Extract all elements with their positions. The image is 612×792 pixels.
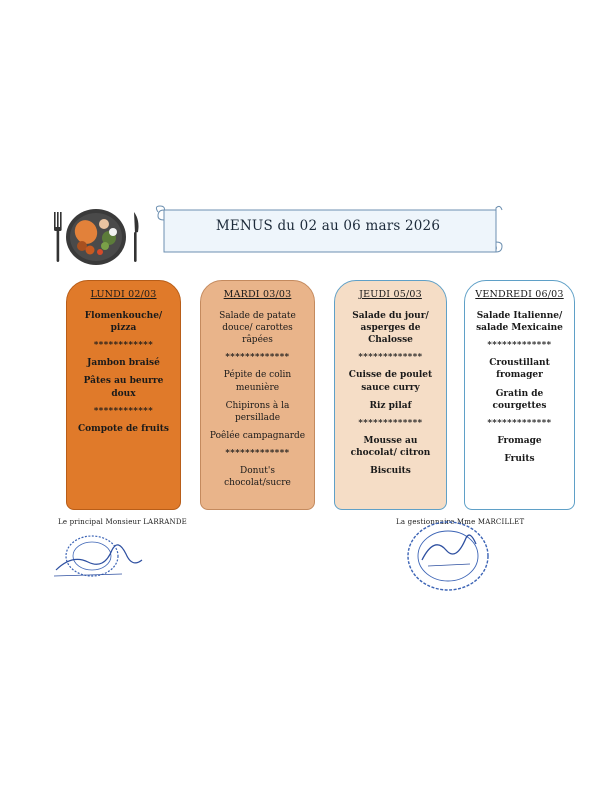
menu-item: Fromage [497, 435, 542, 446]
knife-icon [134, 212, 139, 262]
menu-item: Jambon braisé [87, 358, 160, 369]
separator: ************* [487, 340, 552, 351]
menu-item: Salade de patate douce/ carottes râpées [219, 311, 296, 346]
separator: ************* [225, 448, 290, 459]
plate-fork-knife-icon [48, 206, 144, 268]
menu-item: Cuisse de poulet sauce curry [348, 370, 433, 393]
day-header: LUNDI 02/03 [90, 289, 157, 300]
menu-item: Croustillant fromager [489, 358, 550, 381]
principal-signature-label: Le principal Monsieur LARRANDE [58, 518, 187, 526]
gestionnaire-stamp-signature [400, 516, 498, 592]
menu-column-mardi [200, 280, 315, 510]
menu-column-jeudi [334, 280, 447, 510]
principal-stamp-signature [52, 524, 144, 584]
separator: ************ [93, 340, 154, 351]
menu-item: Biscuits [370, 466, 411, 477]
menu-item: Donut's chocolat/sucre [224, 466, 291, 489]
gestionnaire-signature-label: La gestionnaire Mme MARCILLET [396, 518, 525, 526]
separator: ************* [225, 352, 290, 363]
menu-item: Fruits [504, 453, 535, 464]
menu-column-vendredi [464, 280, 575, 510]
menu-item: Riz pilaf [369, 400, 412, 411]
menu-item: Salade du jour/ asperges de Chalosse [352, 311, 429, 346]
day-header: MARDI 03/03 [223, 289, 292, 300]
day-header: VENDREDI 06/03 [475, 289, 564, 300]
separator: ************* [358, 417, 423, 428]
menu-item: Compote de fruits [78, 423, 169, 434]
menu-item: Pépite de colin meunière [223, 370, 292, 393]
menu-item: Salade Italienne/ salade Mexicaine [476, 311, 563, 334]
separator: ************ [93, 405, 154, 416]
separator: ************* [358, 352, 423, 363]
menu-item: Flomenkouche/ pizza [84, 311, 163, 334]
menu-item: Mousse au chocolat/ citron [350, 435, 431, 458]
menu-column-lundi [66, 280, 181, 510]
day-header: JEUDI 05/03 [359, 289, 422, 300]
menu-item: Pâtes au beurre doux [83, 376, 164, 399]
page-title: MENUS du 02 au 06 mars 2026 [215, 218, 441, 234]
separator: ************* [487, 417, 552, 428]
menu-item: Poêlée campagnarde [209, 430, 306, 441]
menu-item: Gratin de courgettes [492, 388, 547, 411]
fork-icon [54, 212, 62, 262]
menu-item: Chipirons à la persillade [225, 400, 290, 423]
